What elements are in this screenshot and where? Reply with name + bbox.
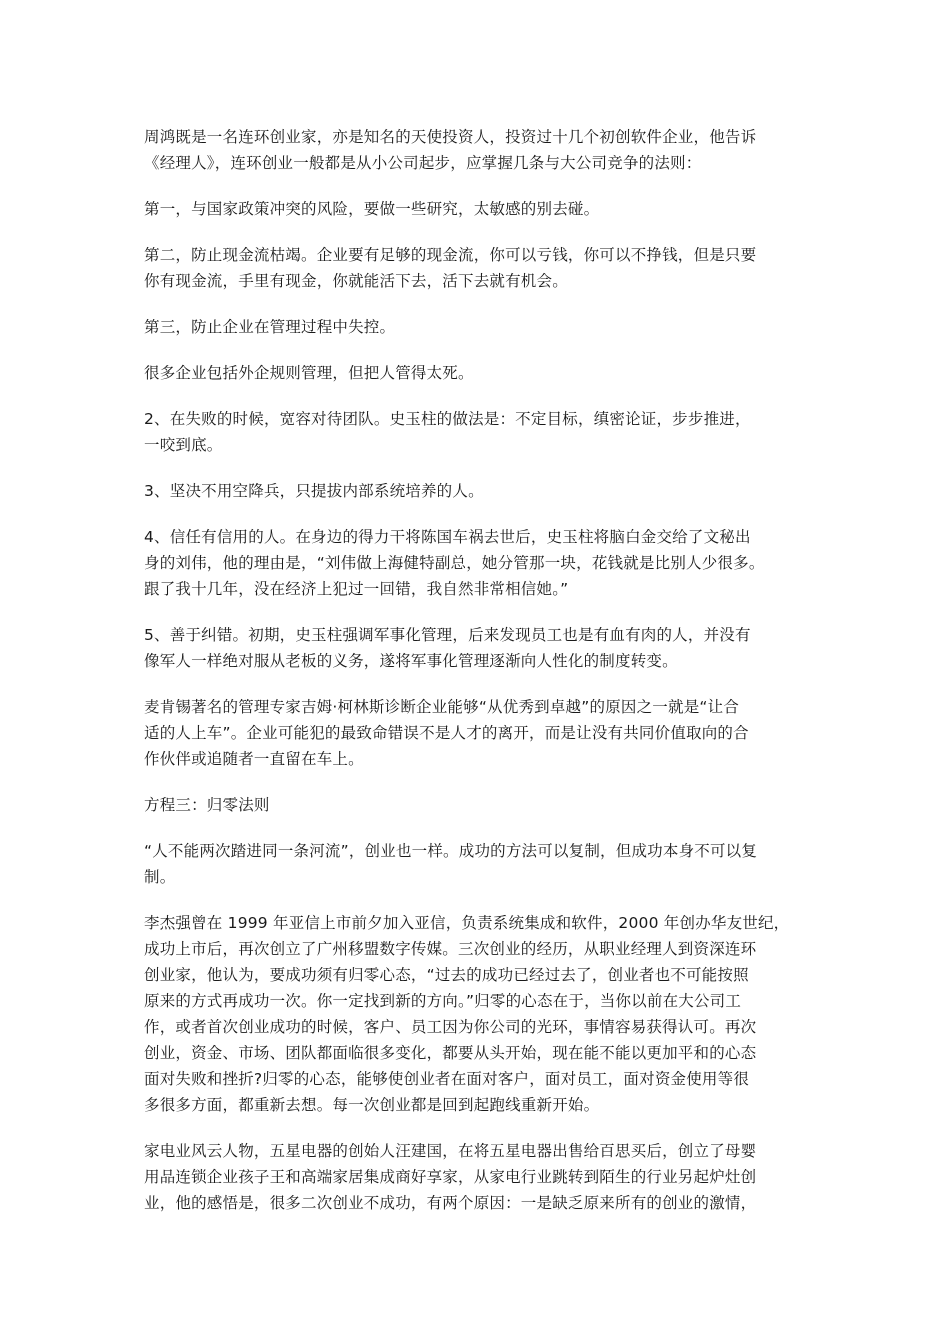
document-body bbox=[144, 124, 814, 1216]
paragraph-river-quote: “人不能两次踏进同一条河流”，创业也一样。成功的方法可以复制，但成功本身不可以复 制。 bbox=[144, 842, 758, 886]
paragraph-rule-management: 很多企业包括外企规则管理，但把人管得太死。 bbox=[144, 364, 474, 382]
paragraph-li-jieqiang: 李杰强曾在 1999 年亚信上市前夕加入亚信，负责系统集成和软件，2000 年创办华友世纪， 成功上市后，再次创立了广州移盟数字传媒。三次创业的经历，从职业经理人到资深连环 创业家，他认为，要成功须有归零心态，“过去的成功已经过去了，创业者也不可能按照 原来的方式再成功一次。你一定找到新的方向。”归零的心态在于，当你以前在大公司工 作，或者首次创业成功的时候，客户、员工因为你公司的光环，事情容易获得认可。再次 创业，资金、市场、团队都面临很多变化，都要从头开始，现在能不能以更加平和的心态 面对失败和挫折?归零的心态，能够使创业者在面对客户，面对员工，面对资金使用等很 多很多方面，都重新去想。每一次创业都是回到起跑线重新开始。 bbox=[144, 914, 790, 1114]
paragraph-point-2: 2、在失败的时候，宽容对待团队。史玉柱的做法是：不定目标，缜密论证，步步推进， 一咬到底。 bbox=[144, 410, 751, 454]
paragraph-point-4: 4、信任有信用的人。在身边的得力干将陈国车祸去世后，史玉柱将脑白金交给了文秘出 身的刘伟，他的理由是，“刘伟做上海健特副总，她分管那一块，花钱就是比别人少很多。 跟了我十几年，没在经济上犯过一回错，我自然非常相信她。” bbox=[144, 528, 765, 598]
paragraph-rule-three: 第三，防止企业在管理过程中失控。 bbox=[144, 318, 396, 336]
paragraph-point-5: 5、善于纠错。初期，史玉柱强调军事化管理，后来发现员工也是有血有肉的人，并没有 像军人一样绝对服从老板的义务，遂将军事化管理逐渐向人性化的制度转变。 bbox=[144, 626, 751, 670]
paragraph-rule-two: 第二，防止现金流枯竭。企业要有足够的现金流，你可以亏钱，你可以不挣钱，但是只要 你有现金流，手里有现金，你就能活下去，活下去就有机会。 bbox=[144, 246, 757, 290]
paragraph-collins: 麦肯锡著名的管理专家吉姆·柯林斯诊断企业能够“从优秀到卓越”的原因之一就是“让合 适的人上车”。企业可能犯的最致命错误不是人才的离开，而是让没有共同价值取向的合 作伙伴或追随者一直留在车上。 bbox=[144, 698, 749, 768]
paragraph-wang-jianguo: 家电业风云人物，五星电器的创始人汪建国，在将五星电器出售给百思买后，创立了母婴 用品连锁企业孩子王和高端家居集成商好享家，从家电行业跳转到陌生的行业另起炉灶创 业，他的感悟是，很多二次创业不成功，有两个原因：一是缺乏原来所有的创业的激情， bbox=[144, 1142, 757, 1212]
paragraph-point-3: 3、坚决不用空降兵，只提拔内部系统培养的人。 bbox=[144, 482, 484, 500]
section-heading-zero-rule: 方程三：归零法则 bbox=[144, 796, 270, 814]
paragraph-rule-one: 第一，与国家政策冲突的风险，要做一些研究，太敏感的别去碰。 bbox=[144, 200, 600, 218]
paragraph-intro: 周鸿既是一名连环创业家，亦是知名的天使投资人，投资过十几个初创软件企业，他告诉 《经理人》，连环创业一般都是从小公司起步，应掌握几条与大公司竞争的法则： bbox=[144, 128, 757, 172]
